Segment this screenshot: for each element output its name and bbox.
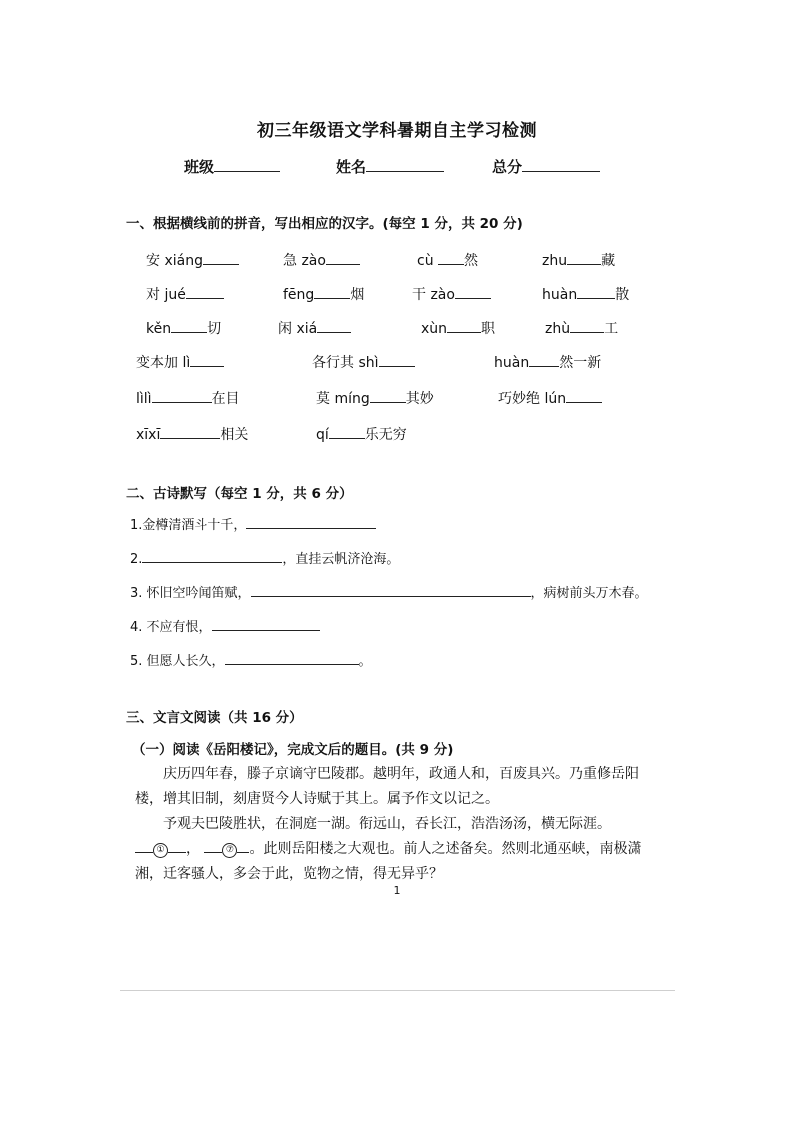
pinyin-item: huàn 散 xyxy=(542,284,629,304)
pinyin-item: 变本加 lì xyxy=(136,352,224,372)
class-blank xyxy=(214,157,280,172)
score-label: 总分 xyxy=(492,158,523,176)
section3-subheading: （一）阅读《岳阳楼记》，完成文后的题目。(共 9 分) xyxy=(132,742,454,758)
poem-line: 3. 怀旧空吟闻笛赋， ，病树前头万木春。 xyxy=(130,582,648,601)
pinyin-item: zhù 工 xyxy=(545,318,618,338)
class-field xyxy=(184,156,280,177)
pinyin-item: huàn 然一新 xyxy=(494,352,601,372)
blank-marker-1: ① xyxy=(153,843,168,858)
blank-marker-2: ⑦ xyxy=(222,843,237,858)
pinyin-item: 莫 míng 其妙 xyxy=(316,388,434,408)
poem-line: 1.金樽清酒斗十千， xyxy=(130,514,376,533)
section2-heading: 二、古诗默写（每空 1 分，共 6 分） xyxy=(126,486,353,502)
poem-line: 4. 不应有恨， xyxy=(130,616,320,635)
pinyin-item: 对 jué xyxy=(146,284,224,304)
page-number: 1 xyxy=(393,884,401,897)
pinyin-item: 巧妙绝 lún xyxy=(498,388,602,408)
passage-paragraph-2: 予观夫巴陵胜状，在洞庭一湖。衔远山，吞长江，浩浩汤汤，横无际涯。 ① ， ⑦ 。此则岳阳楼之大观也。前人之述备矣。然则北通巫峡，南极潇湘，迁客骚人，多会于此，览物之情，得无异乎？ xyxy=(135,816,642,882)
pinyin-item: fēng 烟 xyxy=(283,284,364,304)
page-title: 初三年级语文学科暑期自主学习检测 xyxy=(257,121,537,141)
name-blank xyxy=(366,157,444,172)
pinyin-item: 各行其 shì xyxy=(312,352,415,372)
poem-line: 2. ，直挂云帆济沧海。 xyxy=(130,548,399,567)
page-divider xyxy=(120,990,675,991)
pinyin-item: xùn 职 xyxy=(421,318,495,338)
pinyin-item: lìlì 在目 xyxy=(136,388,240,408)
class-label: 班级 xyxy=(184,158,215,176)
section3-heading: 三、文言文阅读（共 16 分） xyxy=(126,710,303,726)
poem-line: 5. 但愿人长久， 。 xyxy=(130,650,372,669)
score-field xyxy=(492,156,600,177)
pinyin-item: 急 zào xyxy=(283,250,360,270)
pinyin-item: kěn 切 xyxy=(146,318,221,338)
pinyin-item: cù 然 xyxy=(417,250,478,270)
pinyin-item: 闲 xiá xyxy=(278,318,351,338)
name-field xyxy=(336,156,444,177)
name-label: 姓名 xyxy=(336,158,367,176)
pinyin-item: xīxī 相关 xyxy=(136,424,248,444)
pinyin-item: 安 xiáng xyxy=(146,250,239,270)
pinyin-item: zhu 藏 xyxy=(542,250,615,270)
pinyin-item: qí 乐无穷 xyxy=(316,424,407,444)
score-blank xyxy=(522,157,600,172)
section1-heading: 一、根据横线前的拼音，写出相应的汉字。(每空 1 分，共 20 分) xyxy=(126,216,523,232)
pinyin-item: 干 zào xyxy=(412,284,491,304)
passage-paragraph-1: 庆历四年春，滕子京谪守巴陵郡。越明年，政通人和，百废具兴。乃重修岳阳楼，增其旧制，刻唐贤今人诗赋于其上。属予作文以记之。 xyxy=(135,766,639,807)
